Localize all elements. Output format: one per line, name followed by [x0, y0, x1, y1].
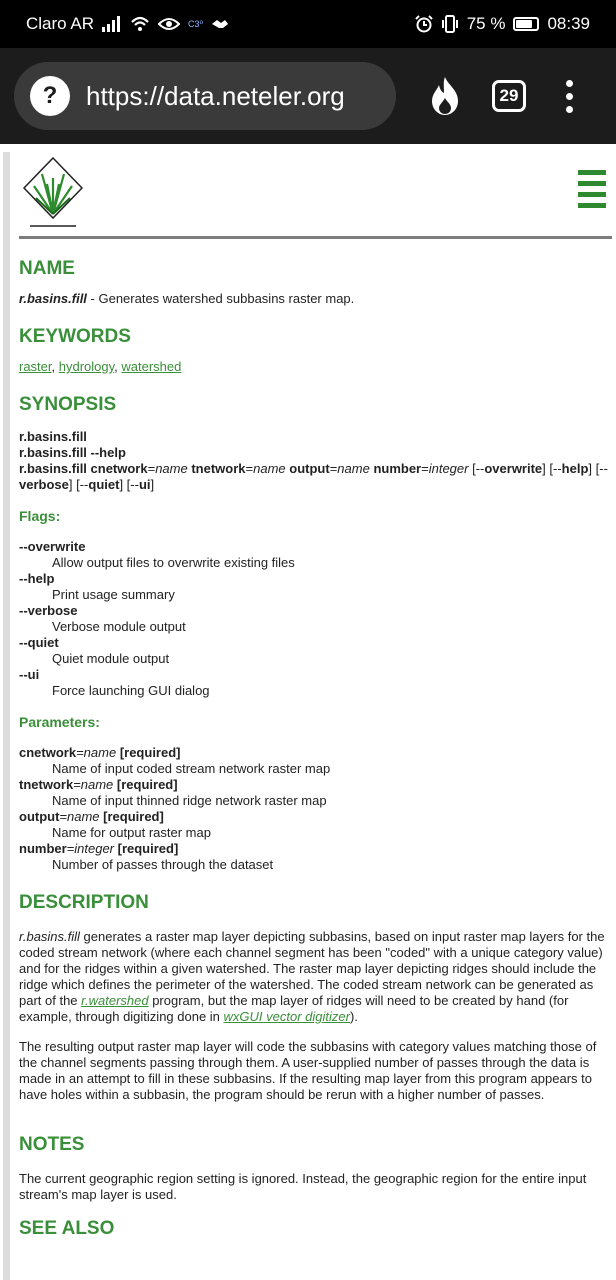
keywords-line: raster, hydrology, watershed — [19, 359, 182, 374]
parameters-list — [19, 745, 612, 873]
page-header — [19, 144, 612, 236]
param-name: number=integer [required] — [19, 841, 179, 856]
parameters-heading: Parameters: — [19, 714, 100, 730]
eye-icon — [158, 17, 180, 31]
notes-paragraph: The current geographic region setting is ignored. Instead, the geographic region for the entire input stream's map layer is used. — [19, 1171, 587, 1202]
param-desc: Name for output raster map — [52, 825, 211, 840]
param-desc: Number of passes through the dataset — [52, 857, 274, 872]
description-heading: DESCRIPTION — [19, 892, 149, 913]
address-bar[interactable] — [14, 62, 396, 130]
flag-name: --help — [19, 571, 55, 586]
param-desc: Name of input thinned ridge network raster map — [52, 793, 327, 808]
c30-label: C3⁰ — [188, 18, 204, 29]
info-icon[interactable]: ? — [30, 76, 70, 116]
name-cmd: r.basins.fill — [19, 291, 87, 306]
description-paragraph-2: The resulting output raster map layer will code the subbasins with category values matching those of the channel segments passing through them. A user-supplied number of passes through the data is made in an attempt to fill in these subbasins. If the resulting map layer from this program appears to have holes within a subbasin, the program should be rerun with a higher number of passes. — [19, 1039, 597, 1102]
keywords-heading: KEYWORDS — [19, 326, 131, 347]
name-line — [19, 291, 612, 307]
flag-desc: Quiet module output — [52, 651, 170, 666]
flag-name: --ui — [19, 667, 40, 682]
battery-icon — [513, 17, 539, 31]
flag-name: --overwrite — [19, 539, 86, 554]
web-page[interactable] — [0, 144, 616, 1280]
signal-icon — [102, 16, 122, 32]
tab-count: 29 — [499, 86, 519, 105]
left-border — [3, 152, 10, 1280]
flag-name: --quiet — [19, 635, 59, 650]
page-content — [19, 144, 612, 1241]
url-text[interactable]: https://data.neteler.org — [86, 80, 345, 111]
keyword-link-hydrology[interactable]: hydrology — [58, 359, 115, 374]
browser-toolbar — [0, 48, 616, 144]
clock: 08:39 — [547, 14, 590, 33]
hamburger-menu-icon[interactable] — [578, 170, 606, 208]
param-name: cnetwork=name [required] — [19, 745, 181, 760]
header-divider — [19, 236, 612, 239]
name-heading: NAME — [19, 258, 75, 279]
description-paragraph-1: r.basins.fill generates a raster map layer depicting subbasins, based on input raster map layers for the coded stream network (where each channel segment has been "coded" with a unique category value) and for the ridges within a given watershed. The raster map layer depicting ridges should include the ridge which defines the perimeter of the watershed. The coded stream network can be generated as part of the r.watershed program, but the map layer of ridges will need to be created by hand (for example, through digitizing done in wxGUI vector digitizer). — [19, 929, 605, 1024]
synopsis-block — [19, 429, 612, 493]
param-desc: Name of input coded stream network raster map — [52, 761, 331, 776]
battery-percent: 75 % — [466, 14, 506, 33]
flag-name: --verbose — [19, 603, 78, 618]
notes-heading: NOTES — [19, 1134, 85, 1155]
more-menu-icon[interactable] — [566, 80, 573, 113]
grass-logo[interactable] — [22, 156, 84, 228]
see-also-heading: SEE ALSO — [19, 1218, 115, 1239]
flags-heading: Flags: — [19, 508, 61, 524]
tabs-icon[interactable] — [492, 80, 526, 112]
synopsis-line-3: r.basins.fill cnetwork=name tnetwork=name output=name number=integer [--overwrite] [--help] [--verbose] [--quiet] [--ui] — [19, 461, 608, 492]
flag-desc: Allow output files to overwrite existing files — [52, 555, 295, 570]
param-name: tnetwork=name [required] — [19, 777, 178, 792]
flag-desc: Force launching GUI dialog — [52, 683, 210, 698]
flame-icon[interactable] — [428, 76, 462, 116]
param-name: output=name [required] — [19, 809, 164, 824]
keyword-link-watershed[interactable]: watershed — [121, 359, 182, 374]
synopsis-line-1: r.basins.fill — [19, 429, 87, 444]
handshake-icon — [211, 18, 229, 30]
alarm-icon — [415, 15, 433, 33]
flag-desc: Print usage summary — [52, 587, 175, 602]
name-desc: - Generates watershed subbasins raster map. — [86, 291, 355, 306]
synopsis-line-2: r.basins.fill --help — [19, 445, 126, 460]
synopsis-heading: SYNOPSIS — [19, 394, 117, 415]
flags-list — [19, 539, 612, 699]
status-bar — [0, 0, 616, 48]
wifi-icon — [130, 16, 150, 32]
vibrate-icon — [441, 15, 459, 33]
keyword-link-raster[interactable]: raster — [19, 359, 52, 374]
link-r-watershed[interactable]: r.watershed — [81, 993, 149, 1008]
link-wxgui-vector-digitizer[interactable]: wxGUI vector digitizer — [223, 1009, 350, 1024]
flag-desc: Verbose module output — [52, 619, 186, 634]
carrier-label: Claro AR — [26, 14, 95, 33]
